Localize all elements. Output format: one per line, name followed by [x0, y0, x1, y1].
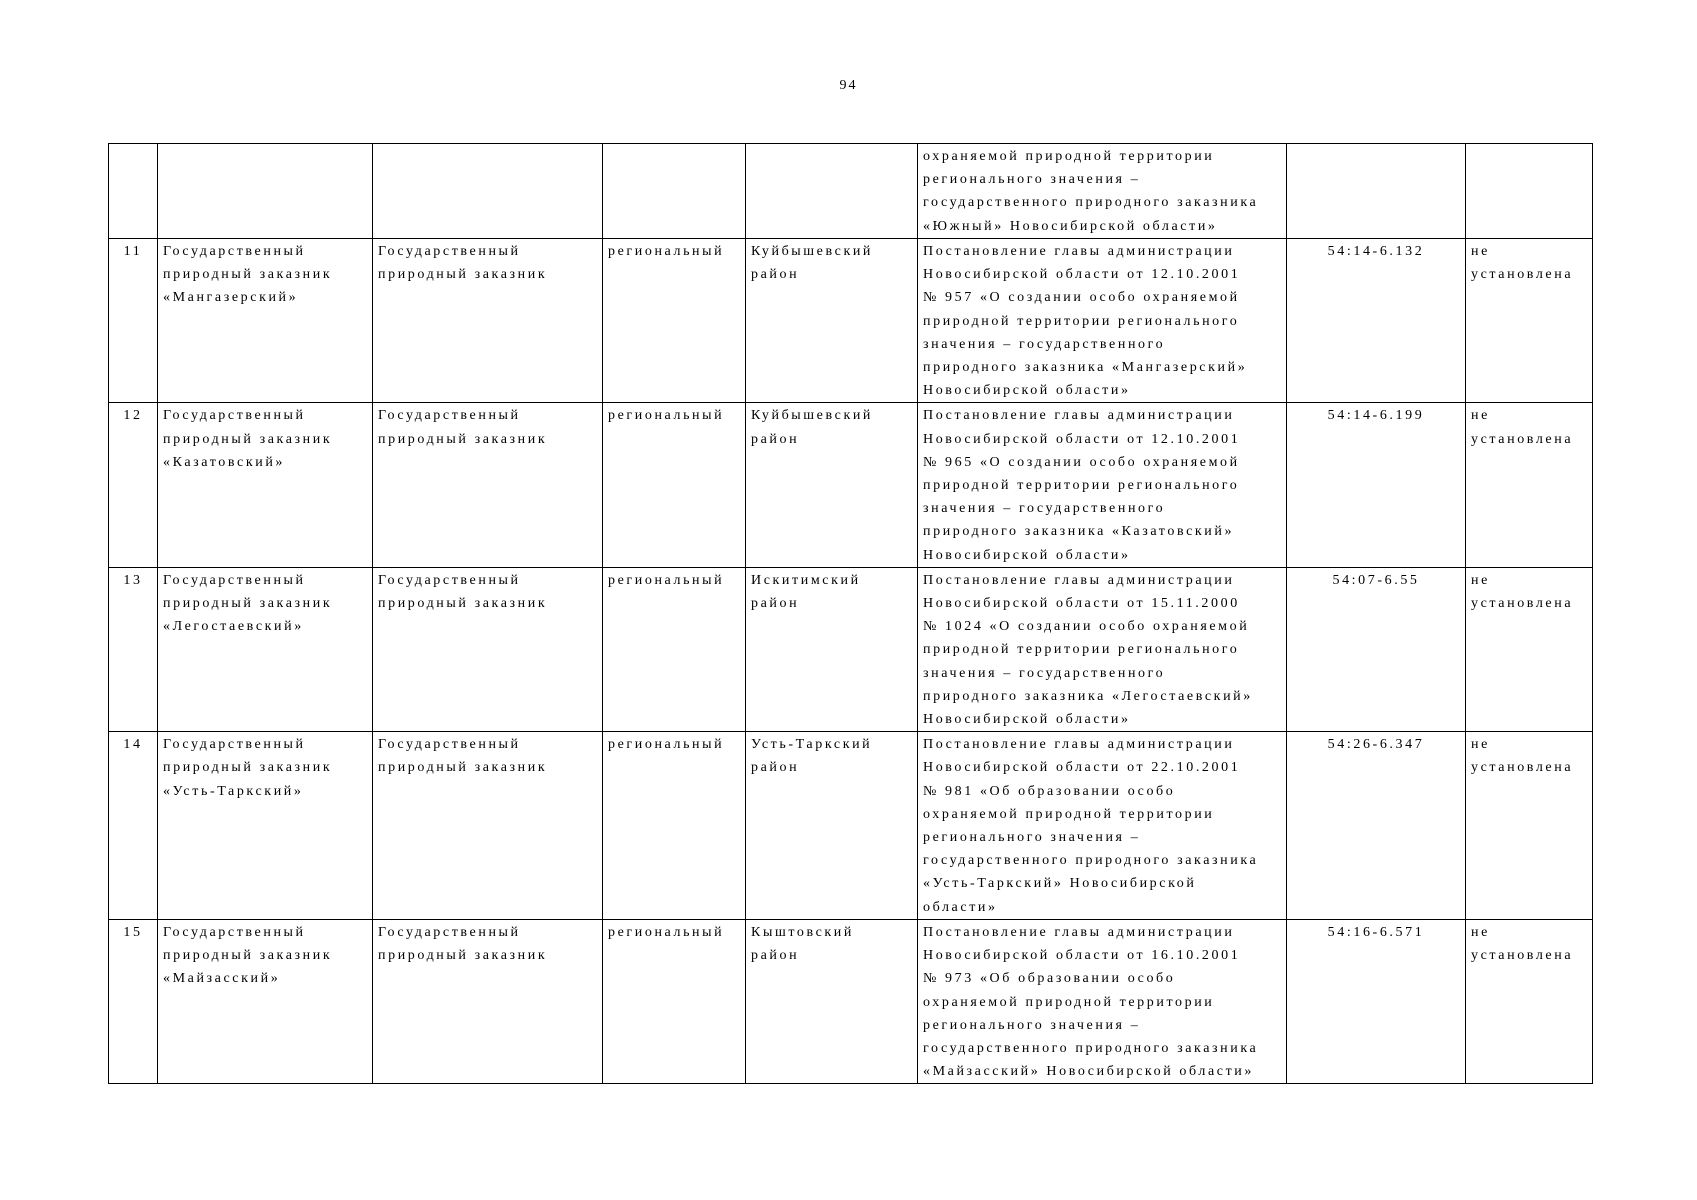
cell-protection-zone: не установлена — [1466, 239, 1593, 403]
cell-cadastral: 54:14-6.132 — [1287, 239, 1466, 403]
cell-number: 11 — [109, 239, 158, 403]
cell-name — [158, 144, 373, 239]
cell-cadastral: 54:16-6.571 — [1287, 919, 1466, 1083]
cell-number: 15 — [109, 919, 158, 1083]
table-row — [109, 919, 1593, 1083]
table-row — [109, 732, 1593, 920]
cell-document: Постановление главы администрации Новосибирской области от 12.10.2001 № 957 «О создании особо охраняемой природной территории регионального значения – государственного природного заказника «Мангазерский» Новосибирской области» — [918, 239, 1287, 403]
table-row — [109, 239, 1593, 403]
cell-location: Куйбышевский район — [746, 403, 918, 567]
cell-number: 13 — [109, 567, 158, 731]
cell-significance — [603, 144, 746, 239]
cell-location — [746, 144, 918, 239]
cell-protection-zone: не установлена — [1466, 403, 1593, 567]
cell-significance: региональный — [603, 239, 746, 403]
cell-protection-zone: не установлена — [1466, 732, 1593, 920]
cell-name: Государственный природный заказник «Легостаевский» — [158, 567, 373, 731]
cell-protection-zone: не установлена — [1466, 919, 1593, 1083]
cell-document: Постановление главы администрации Новосибирской области от 15.11.2000 № 1024 «О создании особо охраняемой природной территории регионального значения – государственного природного заказника «Легостаевский» Новосибирской области» — [918, 567, 1287, 731]
cell-number: 12 — [109, 403, 158, 567]
cell-cadastral: 54:07-6.55 — [1287, 567, 1466, 731]
cell-name: Государственный природный заказник «Усть-Таркский» — [158, 732, 373, 920]
cell-category: Государственный природный заказник — [373, 403, 603, 567]
cell-cadastral: 54:26-6.347 — [1287, 732, 1466, 920]
cell-category — [373, 144, 603, 239]
cell-location: Кыштовский район — [746, 919, 918, 1083]
cell-significance: региональный — [603, 403, 746, 567]
cell-protection-zone: не установлена — [1466, 567, 1593, 731]
cell-category: Государственный природный заказник — [373, 919, 603, 1083]
table-row — [109, 403, 1593, 567]
protected-areas-table — [108, 143, 1593, 1084]
page-number: 94 — [839, 78, 858, 93]
cell-document: Постановление главы администрации Новосибирской области от 16.10.2001 № 973 «Об образовании особо охраняемой природной территории регионального значения – государственного природного заказника «Майзасский» Новосибирской области» — [918, 919, 1287, 1083]
cell-name: Государственный природный заказник «Майзасский» — [158, 919, 373, 1083]
cell-category: Государственный природный заказник — [373, 567, 603, 731]
cell-cadastral — [1287, 144, 1466, 239]
cell-significance: региональный — [603, 567, 746, 731]
cell-document: Постановление главы администрации Новосибирской области от 22.10.2001 № 981 «Об образовании особо охраняемой природной территории регионального значения – государственного природного заказника «Усть-Таркский» Новосибирской области» — [918, 732, 1287, 920]
cell-number: 14 — [109, 732, 158, 920]
cell-location: Куйбышевский район — [746, 239, 918, 403]
cell-significance: региональный — [603, 732, 746, 920]
cell-category: Государственный природный заказник — [373, 732, 603, 920]
cell-protection-zone — [1466, 144, 1593, 239]
cell-significance: региональный — [603, 919, 746, 1083]
cell-document: Постановление главы администрации Новосибирской области от 12.10.2001 № 965 «О создании особо охраняемой природной территории регионального значения – государственного природного заказника «Казатовский» Новосибирской области» — [918, 403, 1287, 567]
cell-name: Государственный природный заказник «Казатовский» — [158, 403, 373, 567]
cell-name: Государственный природный заказник «Мангазерский» — [158, 239, 373, 403]
cell-category: Государственный природный заказник — [373, 239, 603, 403]
cell-document: охраняемой природной территории регионального значения – государственного природного заказника «Южный» Новосибирской области» — [918, 144, 1287, 239]
cell-cadastral: 54:14-6.199 — [1287, 403, 1466, 567]
table-row — [109, 567, 1593, 731]
table-row-continuation — [109, 144, 1593, 239]
cell-number — [109, 144, 158, 239]
cell-location: Искитимский район — [746, 567, 918, 731]
cell-location: Усть-Таркский район — [746, 732, 918, 920]
